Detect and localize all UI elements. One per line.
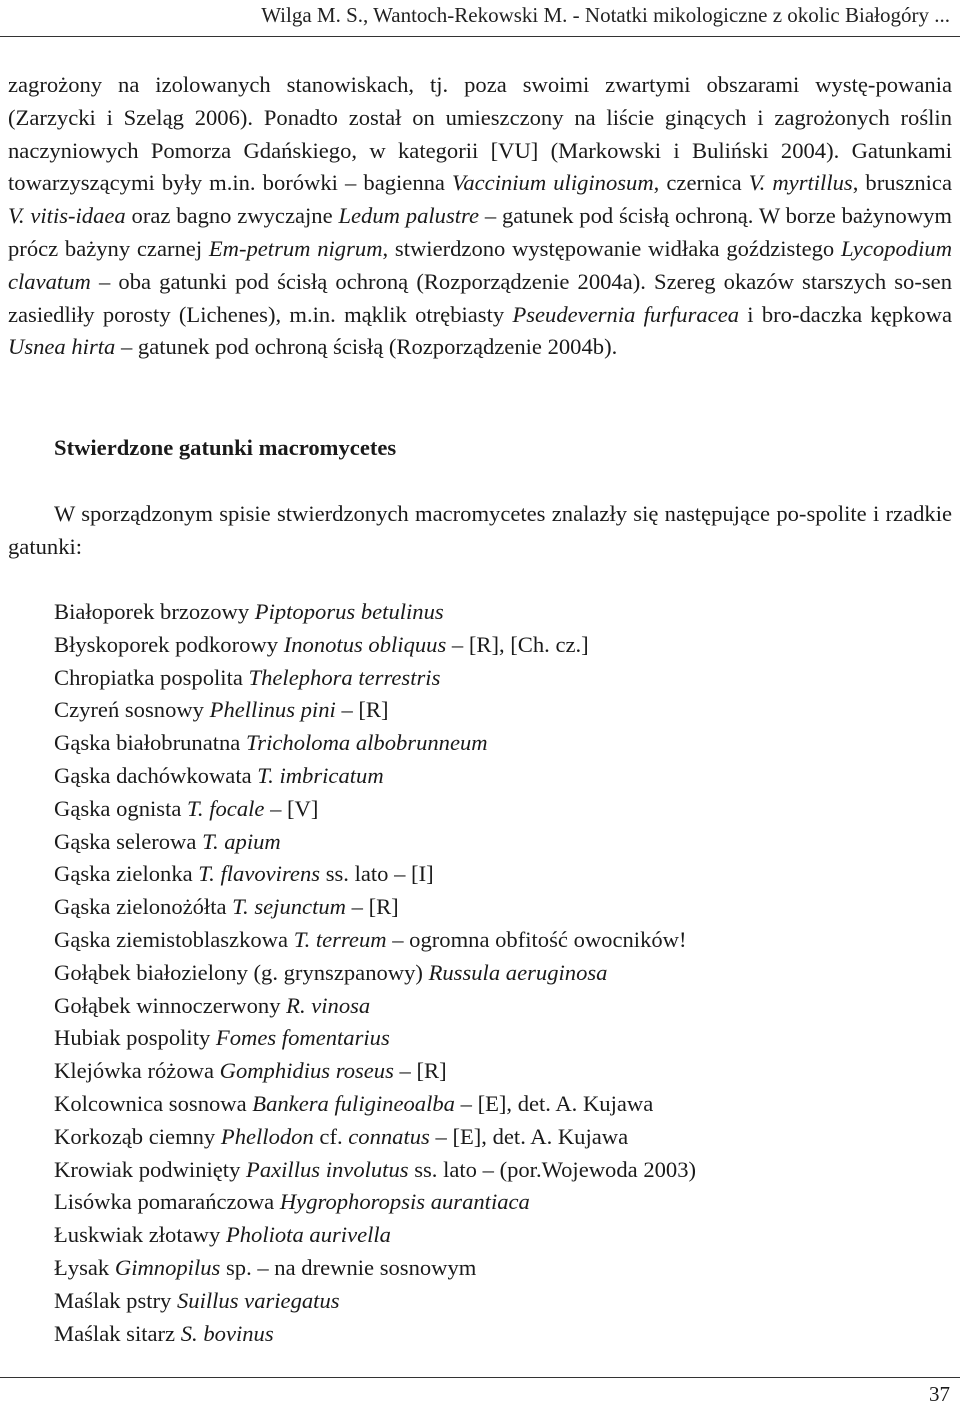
text-run: Gąska zielonka	[54, 861, 199, 887]
text-run: Czyreń sosnowy	[54, 697, 210, 723]
species-item	[54, 1088, 696, 1121]
text-run: – [E], det. A. Kujawa	[454, 1090, 654, 1116]
species-list	[54, 596, 696, 1350]
text-run: Lisówka pomarańczowa	[54, 1189, 280, 1215]
species-item	[54, 1318, 696, 1351]
text-run: zagrożony na izolowanych stanowiskach, tj. poza swoimi zwartymi obszarami wystę-powania (Zarzycki i Szeląg 2006). Ponadto został on umieszczony na liście ginących i zagrożonych roślin naczyniowych Pomorza Gdańskiego, w kategorii [VU] (Markowski i Buliński 2004). Gatunkami towarzyszącymi były m.in. borówki – bagienna	[8, 72, 952, 196]
species-item	[54, 727, 696, 760]
latin-name: T. terreum	[293, 926, 387, 952]
latin-name: T. sejunctum	[232, 894, 346, 920]
latin-name: T. apium	[202, 828, 281, 854]
text-run: Maślak sitarz	[54, 1320, 181, 1346]
text-run: cf.	[313, 1123, 349, 1149]
latin-name: Inonotus obliquus	[283, 631, 447, 657]
latin-name: Gomphidius roseus	[219, 1058, 394, 1084]
text-run: ss. lato – [I]	[320, 861, 434, 887]
text-run: Gąska białobrunatna	[54, 730, 246, 756]
latin-name: Pholiota aurivella	[225, 1222, 391, 1248]
latin-name: Phellodon	[220, 1123, 314, 1149]
text-run: – gatunek pod ochroną ścisłą (Rozporządzenie 2004b).	[115, 334, 618, 360]
running-header: Wilga M. S., Wantoch-Rekowski M. - Notatki mikologiczne z okolic Białogóry ...	[261, 3, 950, 27]
latin-name: R. vinosa	[286, 992, 371, 1018]
latin-name: Tricholoma albobrunneum	[245, 730, 488, 756]
text-run: Klejówka różowa	[54, 1058, 220, 1084]
latin-name: Bankera fuligineoalba	[252, 1090, 455, 1116]
species-item	[54, 1121, 696, 1154]
text-run: Łuskwiak złotawy	[54, 1222, 226, 1248]
species-item	[54, 793, 696, 826]
latin-name: V. myrtillus	[748, 170, 853, 196]
species-item	[54, 1285, 696, 1318]
text-run: Kolcownica sosnowa	[54, 1090, 253, 1116]
species-item	[54, 694, 696, 727]
latin-name: Vaccinium uliginosum	[452, 170, 654, 196]
text-run: Białoporek brzozowy	[54, 599, 255, 624]
species-item	[54, 596, 696, 629]
text-run: Gąska zielonożółta	[54, 894, 233, 920]
text-run: – [R], [Ch. cz.]	[446, 631, 589, 657]
text-run: sp. – na drewnie sosnowym	[220, 1254, 477, 1280]
text-run: Gołąbek winnoczerwony	[54, 992, 287, 1018]
latin-name: Usnea hirta	[8, 334, 116, 360]
text-run: Gąska ognista	[54, 795, 188, 821]
text-run: Gąska dachówkowata	[54, 762, 258, 788]
latin-name: Fomes fomentarius	[215, 1025, 390, 1051]
text-run: Gołąbek białozielony (g. grynszpanowy)	[54, 959, 429, 985]
latin-name: T. flavovirens	[198, 861, 321, 887]
text-run: Błyskoporek podkorowy	[54, 631, 284, 657]
text-run: Hubiak pospolity	[54, 1025, 216, 1051]
text-run: Gąska ziemistoblaszkowa	[54, 926, 294, 952]
text-run: , czernica	[653, 170, 749, 196]
page-number: 37	[929, 1382, 950, 1406]
species-item	[54, 1055, 696, 1088]
text-run: Maślak pstry	[54, 1287, 177, 1313]
intro-paragraph	[8, 69, 952, 364]
text-run: – gatunek pod ścisłą ochroną. W borze bażynowym prócz bażyny czarnej	[8, 203, 953, 261]
section-title: Stwierdzone gatunki macromycetes	[54, 435, 397, 460]
latin-name: T. imbricatum	[257, 762, 384, 788]
species-item	[54, 990, 696, 1023]
latin-name: Piptoporus betulinus	[254, 599, 444, 624]
latin-name: Hygrophoropsis aurantiaca	[279, 1189, 530, 1215]
species-item	[54, 957, 696, 990]
species-item	[54, 1252, 696, 1285]
latin-name: Em-petrum nigrum	[208, 235, 383, 261]
lead-paragraph: W sporządzonym spisie stwierdzonych macromycetes znalazły się następujące po-spolite i rzadkie gatunki:	[8, 501, 952, 559]
latin-name: Ledum palustre	[338, 203, 479, 229]
text-run: Korkoząb ciemny	[54, 1123, 221, 1149]
latin-name: Thelephora terrestris	[248, 664, 441, 690]
footer-rule	[0, 1377, 960, 1378]
latin-name: Gimnopilus	[114, 1254, 221, 1280]
species-item	[54, 1219, 696, 1252]
header-rule	[0, 36, 960, 37]
species-item	[54, 858, 696, 891]
species-item	[54, 1022, 696, 1055]
text-run: – [E], det. A. Kujawa	[429, 1123, 629, 1149]
latin-name: Paxillus involutus	[246, 1156, 409, 1182]
text-run: i bro-daczka kępkowa	[739, 301, 952, 327]
text-run: , brusznica	[852, 170, 952, 196]
species-item	[54, 662, 696, 695]
species-item	[54, 629, 696, 662]
text-run: Gąska selerowa	[54, 828, 203, 854]
latin-name: Russula aeruginosa	[428, 959, 608, 985]
text-run: , stwierdzono występowanie widłaka goździstego	[382, 235, 841, 261]
latin-name: connatus	[348, 1123, 430, 1149]
text-run: oraz bagno zwyczajne	[125, 203, 339, 229]
species-item	[54, 1186, 696, 1219]
latin-name: Phellinus pini	[209, 697, 336, 723]
species-item	[54, 924, 696, 957]
species-item	[54, 891, 696, 924]
latin-name: Suillus variegatus	[177, 1287, 340, 1313]
text-run: – [R]	[393, 1058, 447, 1084]
text-run: – [R]	[345, 894, 399, 920]
text-run: – oba gatunki pod ścisłą ochroną (Rozporządzenie 2004a). Szereg okazów starszych so-sen zasiedliły porosty (Lichenes), m.in. mąklik otrębiasty	[8, 268, 952, 327]
species-item	[54, 760, 696, 793]
latin-name: V. vitis-idaea	[8, 203, 126, 229]
latin-name: Lycopodium clavatum	[8, 235, 953, 294]
text-run: – [R]	[335, 697, 389, 723]
text-run: ss. lato – (por.Wojewoda 2003)	[408, 1156, 697, 1182]
latin-name: T. focale	[187, 795, 265, 821]
latin-name: Pseudevernia furfuracea	[512, 301, 740, 327]
species-item	[54, 826, 696, 859]
text-run: Krowiak podwinięty	[54, 1156, 247, 1182]
text-run: Łysak	[54, 1254, 115, 1280]
text-run: – ogromna obfitość owocników!	[386, 926, 687, 952]
text-run: Chropiatka pospolita	[54, 664, 249, 690]
species-item	[54, 1154, 696, 1187]
latin-name: S. bovinus	[180, 1320, 274, 1346]
text-run: – [V]	[264, 795, 319, 821]
